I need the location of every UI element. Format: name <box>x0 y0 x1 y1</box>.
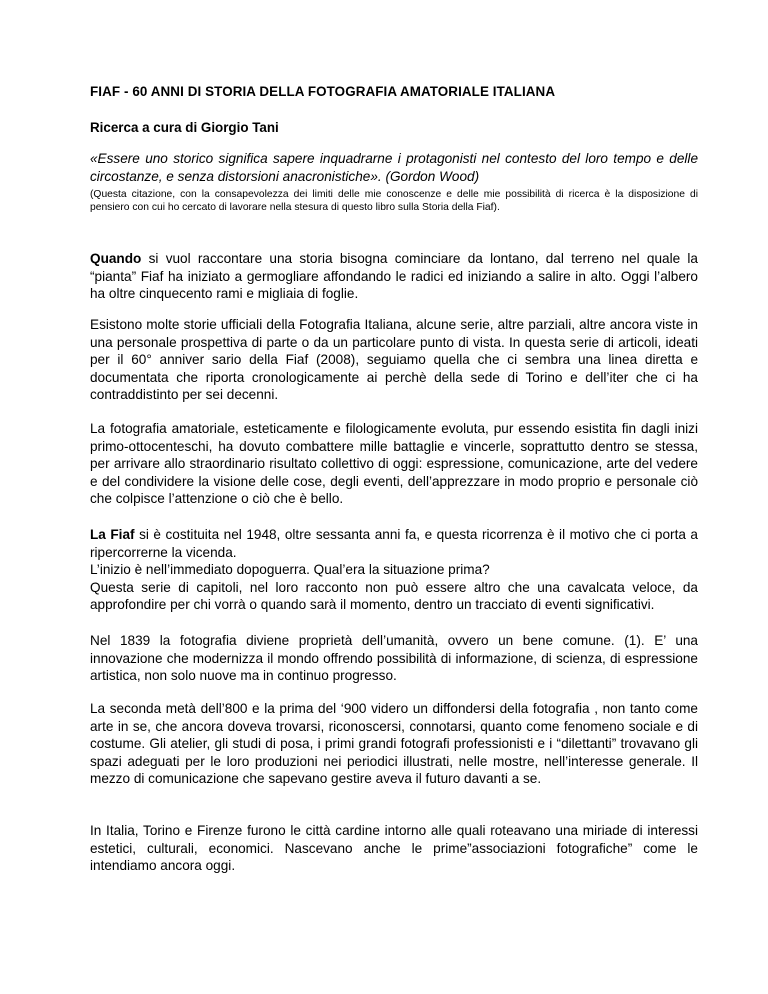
paragraph-6-text: La seconda metà dell’800 e la prima del ‘900 videro un diffondersi della fotografia , non tanto come arte in se, che ancora doveva trovarsi, riconoscersi, connotarsi, quanto come fenomeno sociale e di costume. Gli atelier, gli studi di posa, i primi grandi fotografi professionisti e i “dilettanti” trovavano gli spazi adeguati per le loro produzioni nei periodici illustrati, nelle mostre, nell’interesse generale. Il mezzo di comunicazione che sapevano gestire aveva il futuro davanti a se. <box>90 701 698 787</box>
paragraph-4-text: si è costituita nel 1948, oltre sessanta anni fa, e questa ricorrenza è il motivo che ci porta a ripercorrerne la vicenda. L’inizio è nell’immediato dopoguerra. Qual’era la situazione prima? Questa serie di capitoli, nel loro racconto non può essere altro che una cavalcata veloce, da approfondire per chi vorrà o quando sarà il momento, dentro un tracciato di eventi significativi. <box>90 527 698 613</box>
paragraph-4-lead: La Fiaf <box>90 527 135 542</box>
paragraph-1 <box>90 250 698 303</box>
paragraph-6 <box>90 700 698 788</box>
paragraph-7-text: In Italia, Torino e Firenze furono le città cardine intorno alle quali roteavano una miriade di interessi estetici, culturali, economici. Nascevano anche le prime”associazioni fotografiche” come le intendiamo ancora oggi. <box>90 823 698 874</box>
paragraph-3 <box>90 420 698 508</box>
paragraph-1-text: si vuol raccontare una storia bisogna cominciare da lontano, dal terreno nel quale la “pianta” Fiaf ha iniziato a germogliare affondando le radici ed iniziando a salire in alto. Oggi l’albero ha oltre cinquecento rami e migliaia di foglie. <box>90 251 698 302</box>
epigraph-note: (Questa citazione, con la consapevolezza dei limiti delle mie conoscenze e delle mie possibilità di ricerca è la disposizione di pensiero con cui ho cercato di lavorare nella stesura di questo libro sulla Storia della Fiaf). <box>90 189 698 214</box>
paragraph-7 <box>90 822 698 875</box>
paragraph-2-text: Esistono molte storie ufficiali della Fotografia Italiana, alcune serie, altre parziali, altre ancora viste in una personale prospettiva di parte o da un particolare punto di vista. In questa serie di articoli, ideati per il 60° anniver sario della Fiaf (2008), seguiamo quella che ci sembra una linea diretta e documentata che riporta cronologicamente ai perchè della sede di Torino e dell’iter che ci ha contraddistinto per sei decenni. <box>90 317 698 403</box>
paragraph-1-lead: Quando <box>90 251 142 266</box>
paragraph-5-text: Nel 1839 la fotografia diviene proprietà dell’umanità, ovvero un bene comune. (1). E’ una innovazione che modernizza il mondo offrendo possibilità di informazione, di scienza, di espressione artistica, non solo nuove ma in continuo progresso. <box>90 633 698 684</box>
paragraph-5 <box>90 632 698 685</box>
paragraph-4 <box>90 526 698 614</box>
paragraph-2 <box>90 316 698 404</box>
document-title: FIAF - 60 ANNI DI STORIA DELLA FOTOGRAFIA AMATORIALE ITALIANA <box>90 84 556 99</box>
epigraph-quote: «Essere uno storico significa sapere inquadrarne i protagonisti nel contesto del loro tempo e delle circostanze, e senza distorsioni anacronistiche». (Gordon Wood) <box>90 151 698 184</box>
document-subtitle: Ricerca a cura di Giorgio Tani <box>90 120 279 135</box>
paragraph-3-text: La fotografia amatoriale, esteticamente e filologicamente evoluta, pur essendo esistita fin dagli inizi primo-ottocenteschi, ha dovuto combattere mille battaglie e vincerle, soprattutto dentro se stessa, per arrivare allo straordinario risultato collettivo di oggi: espressione, comunicazione, arte del vedere e del condividere la visione delle cose, degli eventi, dell’apprezzare in modo proprio e personale ciò che colpisce l’attenzione o ciò che è bello. <box>90 421 698 507</box>
